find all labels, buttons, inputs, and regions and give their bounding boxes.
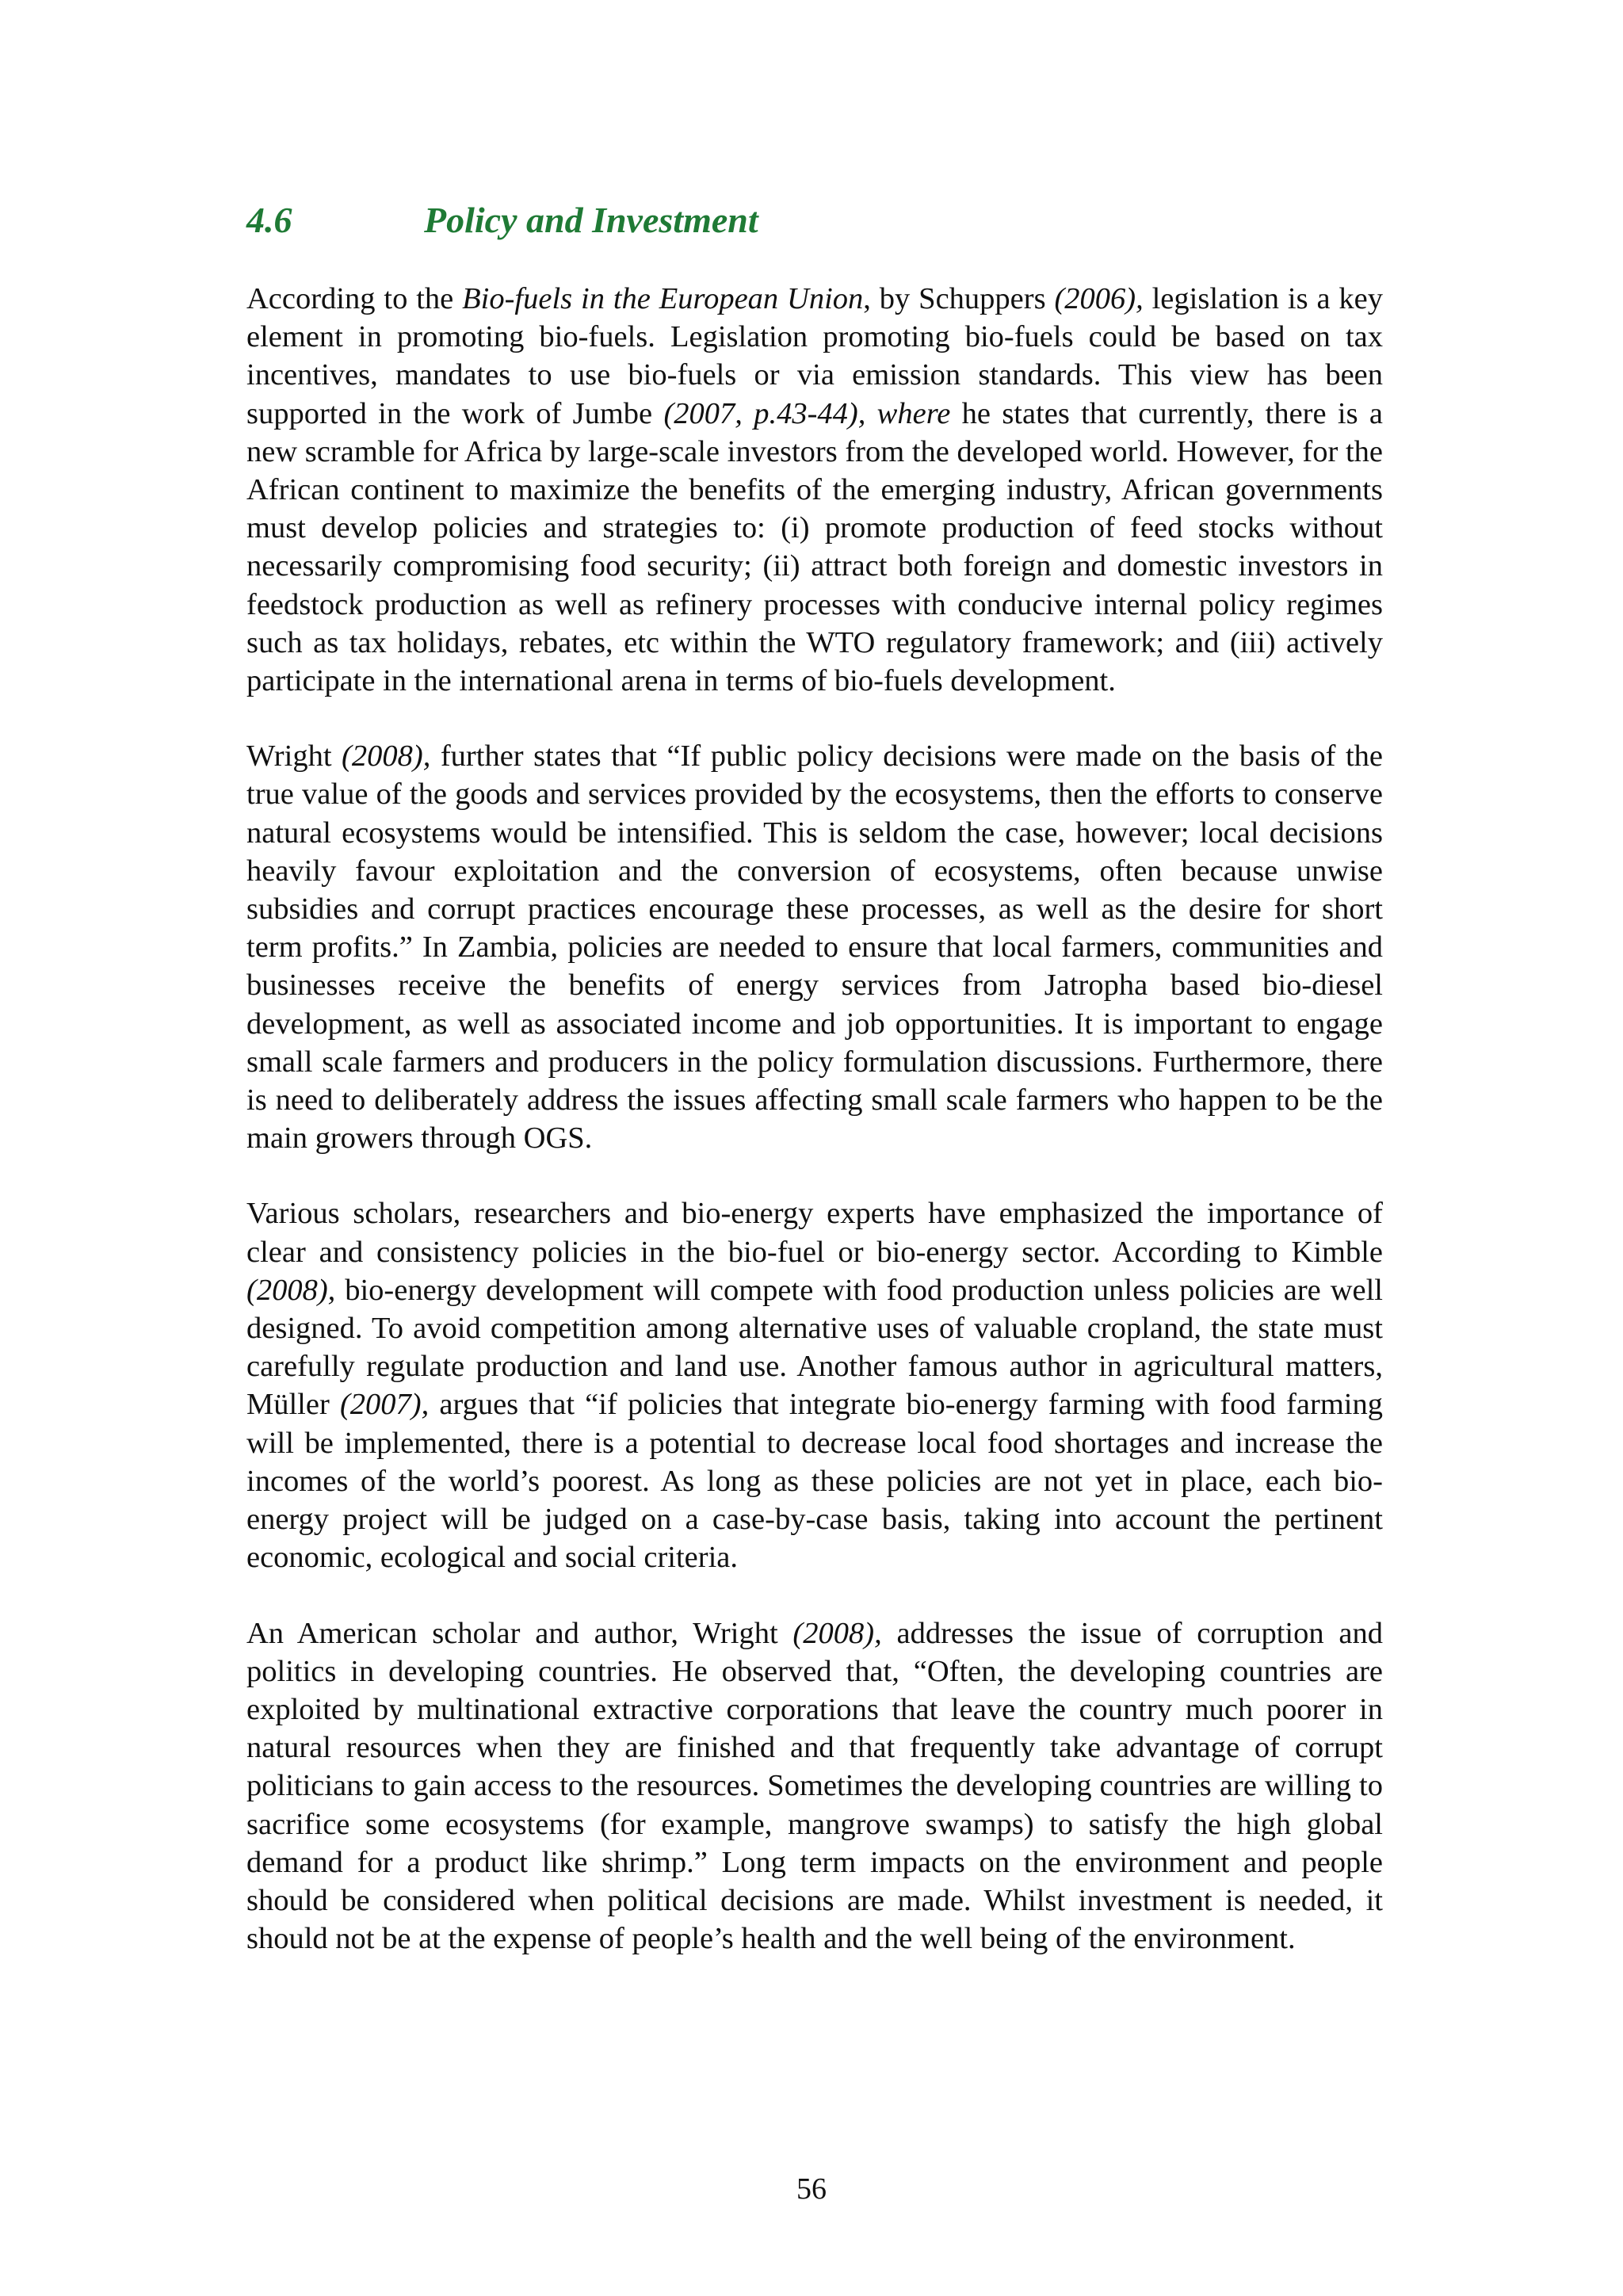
italic-run: (2006),: [1054, 282, 1144, 315]
section-heading: [246, 198, 1383, 243]
text-run: According to the: [246, 282, 463, 315]
text-run: bio-energy development will compete with food production unless policies are well designed. To avoid competition among alternative uses of valuable cropland, the state must carefully regulate production and land use. Another famous author in agricultural matters, Müller: [246, 1273, 1383, 1422]
italic-run: (2008),: [246, 1273, 336, 1307]
text-run: Various scholars, researchers and bio-energy experts have emphasized the importance of clear and consistency policies in the bio-fuel or bio-energy sector. According to Kimble: [246, 1197, 1383, 1269]
section-number: 4.6: [246, 200, 292, 240]
text-run: addresses the issue of corruption and politics in developing countries. He observed that, “Often, the developing countries are exploited by multinational extractive corporations that leave the country much poorer in natural resources when they are finished and that frequently take advantage of corrupt politicians to gain access to the resources. Sometimes the developing countries are willing to sacrifice some ecosystems (for example, mangrove swamps) to satisfy the high global demand for a product like shrimp.” Long term impacts on the environment and people should be considered when political decisions are made. Whilst investment is needed, it should not be at the expense of people’s health and the well being of the environment.: [246, 1616, 1383, 1956]
document-page: [246, 198, 1383, 1995]
paragraph-2: [246, 737, 1383, 1157]
text-run: he states that currently, there is a new scramble for Africa by large-scale investors from the developed world. However, for the African continent to maximize the benefits of the emerging industry, African governments must develop policies and strategies to: (i) promote production of feed stocks without necessarily compromising food security; (ii) attract both foreign and domestic investors in feedstock production as well as refinery processes with conducive internal policy regimes such as tax holidays, rebates, etc within the WTO regulatory framework; and (iii) actively participate in the international arena in terms of bio-fuels development.: [246, 396, 1383, 698]
italic-run: (2008),: [342, 739, 431, 774]
italic-run: Bio-fuels in the European Union: [462, 282, 864, 315]
text-run: An American scholar and author, Wright: [246, 1616, 793, 1650]
text-run: , by Schuppers: [863, 282, 1055, 315]
page-number: 56: [796, 2172, 827, 2206]
paragraph-1: [246, 280, 1383, 700]
paragraph-3: [246, 1194, 1383, 1576]
italic-run: (2007, p.43-44), where: [663, 396, 951, 430]
paragraph-4: [246, 1614, 1383, 1958]
italic-run: (2008),: [792, 1616, 882, 1650]
text-run: further states that “If public policy decisions were made on the basis of the true value of the goods and services provided by the ecosystems, then the efforts to conserve natural ecosystems would be intensified. This is seldom the case, however; local decisions heavily favour exploitation and the conversion of ecosystems, often because unwise subsidies and corrupt practices encourage these processes, as well as the desire for short term profits.” In Zambia, policies are needed to ensure that local farmers, communities and businesses receive the benefits of energy services from Jatropha based bio-diesel development, as well as associated income and job opportunities. It is important to engage small scale farmers and producers in the policy formulation discussions. Furthermore, there is need to deliberately address the issues affecting small scale farmers who happen to be the main growers through OGS.: [246, 739, 1383, 1156]
text-run: argues that “if policies that integrate bio-energy farming with food farming will be implemented, there is a potential to decrease local food shortages and increase the incomes of the world’s poorest. As long as these policies are not yet in place, each bio-energy project will be judged on a case-by-case basis, taking into account the pertinent economic, ecological and social criteria.: [246, 1388, 1383, 1575]
text-run: legislation is a key element in promoting bio-fuels. Legislation promoting bio-fuels could be based on tax incentives, mandates to use bio-fuels or via emission standards. This view has been supported in the work of Jumbe: [246, 282, 1383, 430]
italic-run: (2007),: [339, 1388, 430, 1422]
text-run: Wright: [246, 739, 342, 774]
section-title: Policy and Investment: [424, 200, 758, 240]
